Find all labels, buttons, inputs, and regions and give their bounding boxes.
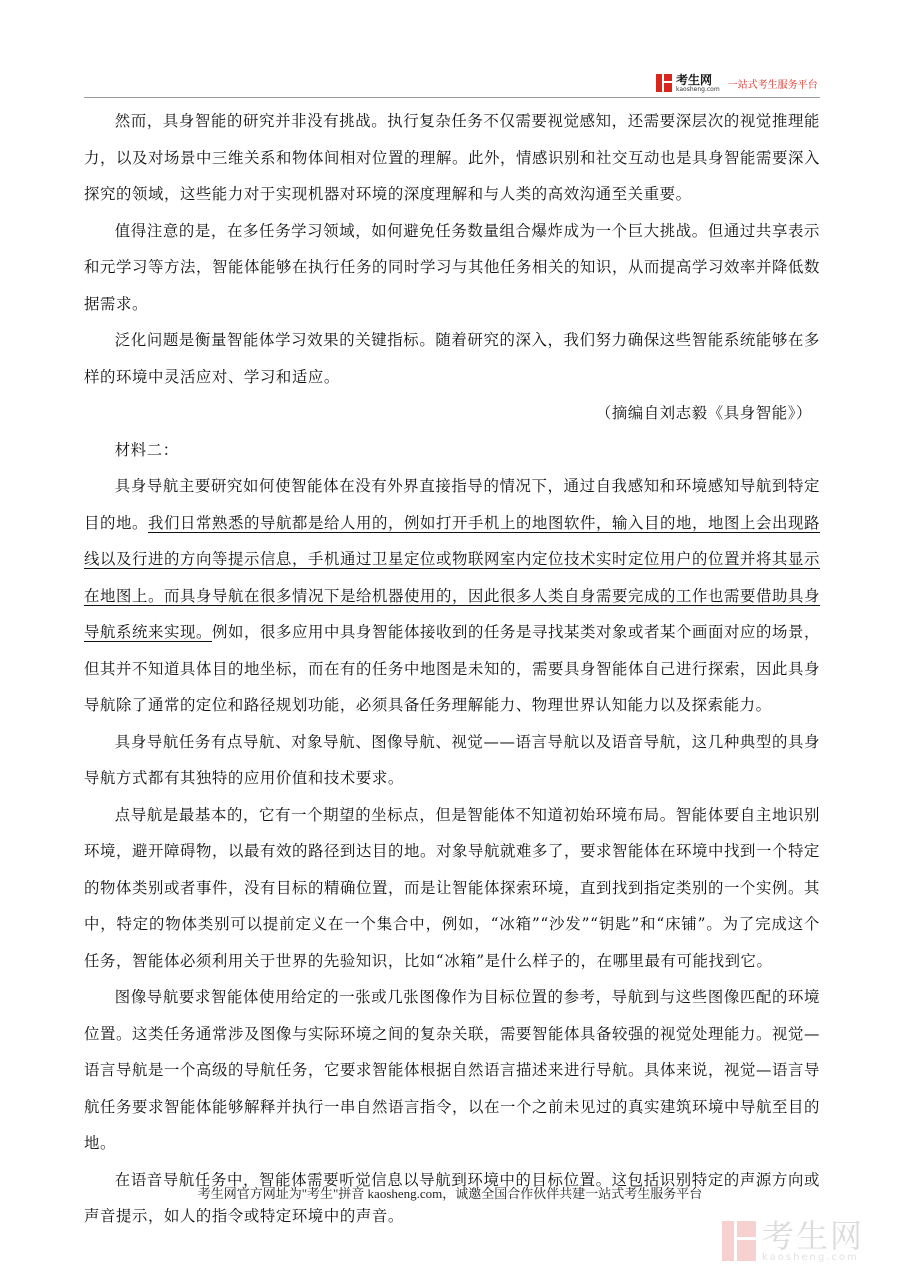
- underlined-passage: 我们日常熟悉的导航都是给人用的，例如打开手机上的地图软件，输入目的地，地图上会出现路线以及行进的方向等提示信息，手机通过卫星定位或物联网室内定位技术实时定位用户的位置并将其显示在地图上。而具身导航在很多情况下是给机器使用的，因此很多人类自身需要完成的工作也需要借助具身导航系统来实现。: [84, 513, 820, 641]
- watermark-logo: [722, 1214, 892, 1268]
- paragraph-2: 值得注意的是，在多任务学习领域，如何避免任务数量组合爆炸成为一个巨大挑战。但通过共享表示和元学习等方法，智能体能够在执行任务的同时学习与其他任务相关的知识，从而提高学习效率并降低数据需求。: [84, 221, 820, 313]
- logo-mark-icon: [656, 74, 672, 92]
- paragraph-6: 点导航是最基本的，它有一个期望的坐标点，但是智能体不知道初始环境布局。智能体要自主地识别环境，避开障碍物，以最有效的路径到达目的地。对象导航就难多了，要求智能体在环境中找到一个特定的物体类别或者事件，没有目标的精确位置，而是让智能体探索环境，直到找到指定类别的一个实例。其中，特定的物体类别可以提前定义在一个集合中，例如，“冰箱”“沙发”“钥匙”和“床铺”。为了完成这个任务，智能体必须利用关于世界的先验知识，比如“冰箱”是什么样子的，在哪里最有可能找到它。: [84, 805, 820, 970]
- source-citation: （摘编自刘志毅《具身智能》）: [595, 404, 812, 422]
- header-divider: [84, 97, 820, 98]
- paragraph-4-start: 具身导航主要研究如何使智能体在没有外界直接指导的情况下，通过自我感知和环境感知导航到特定目的地。: [84, 477, 820, 532]
- logo-brand: 考生网: [676, 72, 713, 87]
- watermark-brand: 考生网: [762, 1216, 865, 1255]
- paragraph-1: 然而，具身智能的研究并非没有挑战。执行复杂任务不仅需要视觉感知，还需要深层次的视觉推理能力，以及对场景中三维关系和物体间相对位置的理解。此外，情感识别和社交互动也是具身智能需要深入探究的领域，这些能力对于实现机器对环境的深度理解和与人类的高效沟通至关重要。: [84, 112, 820, 203]
- watermark-mark-icon: [722, 1221, 756, 1261]
- watermark-domain: kaosheng.com: [762, 1251, 859, 1263]
- paragraph-7: 图像导航要求智能体使用给定的一张或几张图像作为目标位置的参考，导航到与这些图像匹配的环境位置。这类任务通常涉及图像与实际环境之间的复杂关联，需要智能体具备较强的视觉处理能力。视觉—语言导航是一个高级的导航任务，它要求智能体根据自然语言描述来进行导航。具体来说，视觉—语言导航任务要求智能体能够解释并执行一串自然语言指令，以在一个之前未见过的真实建筑环境中导航至目的地。: [84, 988, 820, 1152]
- site-logo: [656, 72, 818, 94]
- document-body: [84, 103, 820, 1235]
- logo-slogan: 一站式考生服务平台: [727, 79, 818, 91]
- paragraph-4: [84, 468, 820, 724]
- logo-domain: kaosheng.com: [676, 85, 720, 93]
- page-footer: 考生网官方网址为"考生"拼音 kaosheng.com，诚邀全国合作伙伴共建一站式考生服务平台: [197, 1186, 703, 1201]
- paragraph-5: 具身导航任务有点导航、对象导航、图像导航、视觉——语言导航以及语音导航，这几种典型的具身导航方式都有其独特的应用价值和技术要求。: [84, 732, 820, 787]
- paragraph-3: 泛化问题是衡量智能体学习效果的关键指标。随着研究的深入，我们努力确保这些智能系统能够在多样的环境中灵活应对、学习和适应。: [84, 331, 820, 386]
- paragraph-8: 在语音导航任务中，智能体需要听觉信息以导航到环境中的目标位置。这包括识别特定的声源方向或声音提示，如人的指令或特定环境中的声音。: [84, 1170, 820, 1225]
- paragraph-4-end: 例如，很多应用中具身智能体接收到的任务是寻找某类对象或者某个画面对应的场景，但其并不知道具体目的地坐标，而在有的任务中地图是未知的，需要具身智能体自己进行探索，因此具身导航除了通常的定位和路径规划功能，必须具备任务理解能力、物理世界认知能力以及探索能力。: [84, 623, 820, 714]
- material-two-label: 材料二：: [114, 440, 179, 459]
